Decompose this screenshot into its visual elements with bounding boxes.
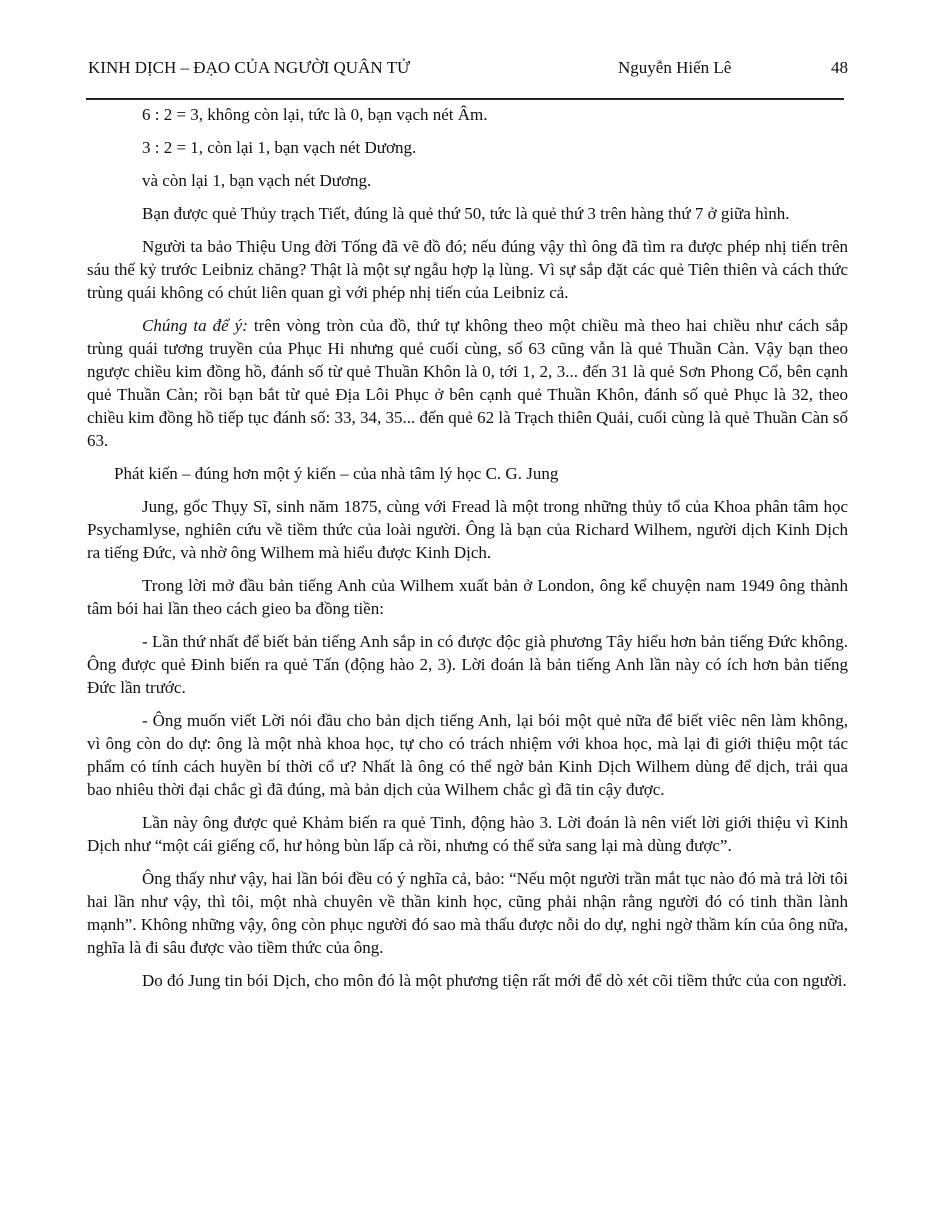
paragraph	[87, 314, 848, 452]
page-number: 48	[831, 58, 848, 77]
paragraph: Lần này ông được quẻ Khảm biến ra quẻ Tinh, động hào 3. Lời đoán là nên viết lời giới thiệu vì Kinh Dịch như “một cái giếng cổ, hư hỏng bùn lấp cả rồi, nhưng có thể sửa sang lại mà dùng được”.	[87, 813, 848, 855]
italic-lead: Chúng ta để ý:	[142, 316, 248, 335]
paragraph: và còn lại 1, bạn vạch nét Dương.	[142, 171, 372, 190]
section-heading: Phát kiến – đúng hơn một ý kiến – của nhà tâm lý học C. G. Jung	[114, 464, 559, 483]
paragraph: Trong lời mở đầu bản tiếng Anh của Wilhem xuất bản ở London, ông kể chuyện nam 1949 ông thành tâm bói hai lần theo cách gieo ba đồng tiền:	[87, 576, 848, 618]
paragraph: Người ta bảo Thiệu Ung đời Tống đã vẽ đồ đó; nếu đúng vậy thì ông đã tìm ra được phép nhị tiến trên sáu thế kỷ trước Leibniz chăng? Thật là một sự ngẫu hợp lạ lùng. Vì sự sắp đặt các quẻ Tiên thiên và cách thức trùng quái không có chút liên quan gì với phép nhị tiến của Leibniz cả.	[87, 237, 848, 302]
paragraph: 6 : 2 = 3, không còn lại, tức là 0, bạn vạch nét Âm.	[142, 105, 488, 124]
paragraph: 3 : 2 = 1, còn lại 1, bạn vạch nét Dương.	[142, 138, 417, 157]
paragraph: - Ông muốn viết Lời nói đầu cho bản dịch tiếng Anh, lại bói một quẻ nữa để biết viêc nên làm không, vì ông còn do dự: ông là một nhà khoa học, tự cho có trách nhiệm với khoa học, mà lại đi giới thiệu một tác phẩm có tính cách huyền bí thời cổ ư? Nhất là ông có thể ngờ bản Kinh Dịch Wilhem dùng để dịch, trải qua bao nhiêu thời đại chắc gì đã đúng, mà bản dịch của Wilhem chắc gì đã tin cậy được.	[87, 711, 848, 799]
paragraph-text: trên vòng tròn của đồ, thứ tự không theo một chiều mà theo hai chiều như cách sắp trùng quái tương truyền của Phục Hi nhưng quẻ cuối cùng, số 63 cũng vẫn là quẻ Thuần Càn. Vậy bạn theo ngược chiều kim đồng hồ, đánh số từ quẻ Thuần Khôn là 0, tới 1, 2, 3... đến 31 là quẻ Sơn Phong Cổ, bên cạnh quẻ Thuần Càn; rồi bạn bắt từ quẻ Địa Lôi Phục ở bên cạnh quẻ Thuần Khôn, đánh số quẻ Phục là 32, theo chiều kim đồng hồ tiếp tục đánh số: 33, 34, 35... đến quẻ 62 là Trạch thiên Quải, cuối cùng là quẻ Thuần Càn số 63.	[87, 316, 848, 450]
page-header	[88, 58, 848, 80]
paragraph: Ông thấy như vậy, hai lần bói đều có ý nghĩa cả, bảo: “Nếu một người trần mắt tục nào đó mà trả lời tôi hai lần như vậy, thì tôi, một nhà chuyên về thần kinh học, cũng phải nhận rằng người đó có tinh thần lành mạnh”. Không những vậy, ông còn phục người đó sao mà thấu được nỗi do dự, nghi ngờ thầm kín của ông nữa, nghĩa là đi sâu được vào tiềm thức của ông.	[87, 869, 848, 957]
paragraph: Bạn được quẻ Thủy trạch Tiết, đúng là quẻ thứ 50, tức là quẻ thứ 3 trên hàng thứ 7 ở giữa hình.	[142, 204, 790, 223]
paragraph: Jung, gốc Thụy Sĩ, sinh năm 1875, cùng với Fread là một trong những thủy tổ của Khoa phân tâm học Psychamlyse, nghiên cứu về tiềm thức của loài người. Ông là bạn của Richard Wilhem, người dịch Kinh Dịch ra tiếng Đức, và nhờ ông Wilhem mà hiểu được Kinh Dịch.	[87, 497, 848, 562]
paragraph: - Lần thứ nhất để biết bản tiếng Anh sắp in có được độc già phương Tây hiểu hơn bản tiếng Đức không. Ông được quẻ Đinh biến ra quẻ Tấn (động hào 2, 3). Lời đoán là bản tiếng Anh lần này có ích hơn bản tiếng Đức lần trước.	[87, 632, 848, 697]
header-rule	[86, 98, 844, 100]
page-body	[87, 103, 848, 992]
paragraph: Do đó Jung tin bói Dịch, cho môn đó là một phương tiện rất mới để dò xét cõi tiềm thức của con người.	[142, 971, 847, 990]
book-title: KINH DỊCH – ĐẠO CỦA NGƯỜI QUÂN TỬ	[88, 58, 411, 77]
author-name: Nguyễn Hiến Lê	[618, 58, 732, 77]
